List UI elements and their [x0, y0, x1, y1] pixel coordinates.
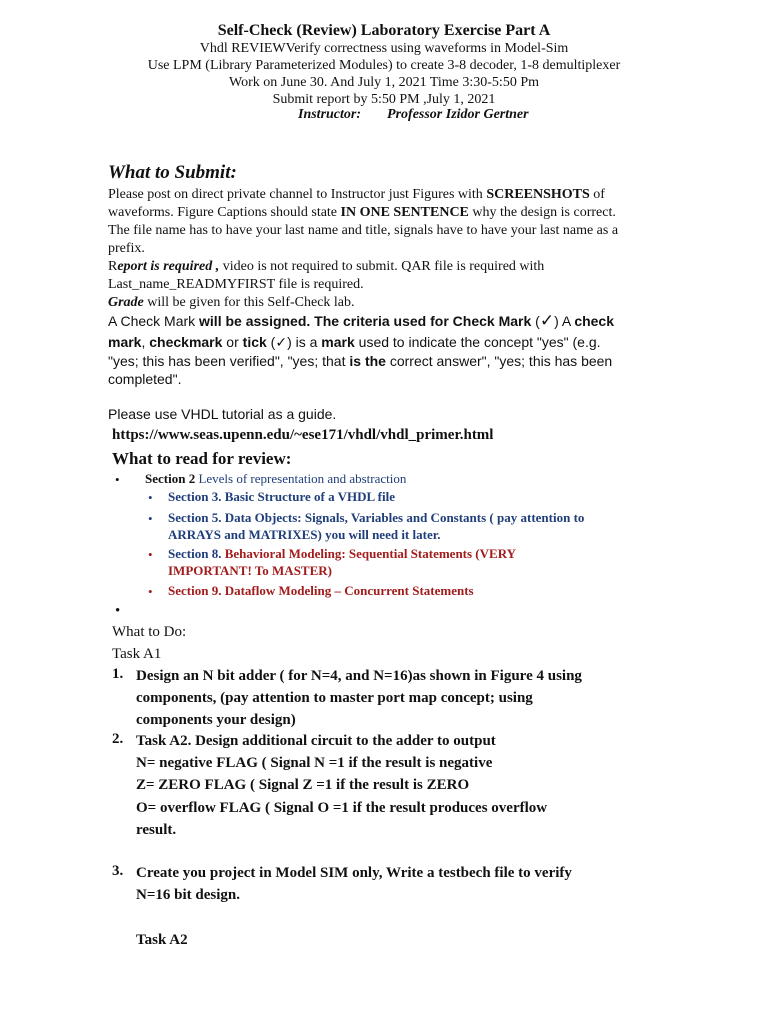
grade-line: Grade will be given for this Self-Check lab. [108, 295, 355, 310]
report-line-2: Last_name_READMYFIRST file is required. [108, 277, 364, 292]
checkmark-line-1: A Check Mark will be assigned. The criteria used for Check Mark (✓) A check [108, 311, 615, 330]
document-title: Self-Check (Review) Laboratory Exercise Part A [217, 22, 551, 39]
bullet-dot: • [148, 511, 153, 526]
header-line-1: Vhdl REVIEWVerify correctness using waveforms in Model-Sim [199, 41, 569, 56]
read-item-section-9: Section 9. Dataflow Modeling – Concurrent Statements [168, 583, 474, 598]
item-2-line-1: Task A2. Design additional circuit to the adder to output [136, 733, 496, 749]
item-2-line-2: N= negative FLAG ( Signal N =1 if the result is negative [136, 755, 493, 771]
read-item-section-8-line-2: IMPORTANT! To MASTER) [168, 563, 332, 578]
header-line-3: Work on June 30. And July 1, 2021 Time 3:30-5:50 Pm [228, 75, 539, 90]
item-2-line-3: Z= ZERO FLAG ( Signal Z =1 if the result is ZERO [136, 777, 470, 793]
bullet-dot: • [115, 603, 121, 619]
item-2-number: 2. [112, 731, 124, 747]
header-line-4: Submit report by 5:50 PM ,July 1, 2021 [272, 92, 496, 107]
item-1-line-3: components your design) [136, 712, 296, 728]
read-item-section-2: Section 2 Levels of representation and abstraction [145, 471, 407, 486]
item-1-number: 1. [112, 666, 124, 682]
item-3-line-2: N=16 bit design. [136, 887, 240, 903]
submit-para-line-1: Please post on direct private channel to Instructor just Figures with SCREENSHOTS of [108, 187, 605, 202]
item-3-line-1: Create you project in Model SIM only, Write a testbech file to verify [136, 865, 572, 881]
item-2-line-5: result. [136, 822, 177, 838]
header-line-2: Use LPM (Library Parameterized Modules) to create 3-8 decoder, 1-8 demultiplexer [147, 58, 621, 73]
submit-heading: What to Submit: [108, 162, 237, 183]
task-a1-label: Task A1 [112, 646, 162, 662]
item-1-line-1: Design an N bit adder ( for N=4, and N=16)as shown in Figure 4 using [136, 668, 582, 684]
report-line-1: Report is required , video is not required to submit. QAR file is required with [108, 259, 545, 274]
item-3-number: 3. [112, 863, 124, 879]
instructor-line [298, 107, 529, 123]
read-heading: What to read for review: [112, 449, 292, 468]
checkmark-line-3: "yes; this has been verified", "yes; that is the correct answer", "yes; this has been [108, 353, 613, 369]
submit-para-line-4: prefix. [108, 241, 145, 256]
bullet-dot: • [148, 547, 153, 562]
checkmark-line-4: completed". [108, 371, 182, 387]
item-1-line-2: components, (pay attention to master port map concept; using [136, 690, 533, 706]
read-item-section-3: Section 3. Basic Structure of a VHDL file [168, 489, 396, 504]
bullet-dot: • [148, 490, 153, 505]
submit-para-line-2: waveforms. Figure Captions should state IN ONE SENTENCE why the design is correct. [108, 205, 616, 220]
bullet-dot: • [115, 472, 120, 487]
read-item-section-8-line-1: Section 8. Behavioral Modeling: Sequential Statements (VERY [168, 546, 517, 561]
instructor-label: Instructor: [298, 107, 362, 122]
todo-heading: What to Do: [112, 624, 187, 640]
item-2-line-4: O= overflow FLAG ( Signal O =1 if the result produces overflow [136, 800, 548, 816]
tutorial-guide: Please use VHDL tutorial as a guide. [108, 406, 337, 422]
submit-para-line-3: The file name has to have your last name and title, signals have to have your last name as a [108, 223, 619, 238]
read-item-section-5-line-2: ARRAYS and MATRIXES) you will need it later. [168, 527, 441, 542]
bullet-dot: • [148, 584, 153, 599]
checkmark-line-2: mark, checkmark or tick (✓) is a mark used to indicate the concept "yes" (e.g. [108, 334, 601, 350]
check-mark-glyph: ✓ [539, 311, 555, 330]
tutorial-link[interactable]: https://www.seas.upenn.edu/~ese171/vhdl/vhdl_primer.html [112, 427, 494, 443]
instructor-name: Professor Izidor Gertner [387, 107, 529, 122]
read-item-section-5-line-1: Section 5. Data Objects: Signals, Variables and Constants ( pay attention to [168, 510, 585, 525]
task-a2-label: Task A2 [136, 932, 188, 948]
